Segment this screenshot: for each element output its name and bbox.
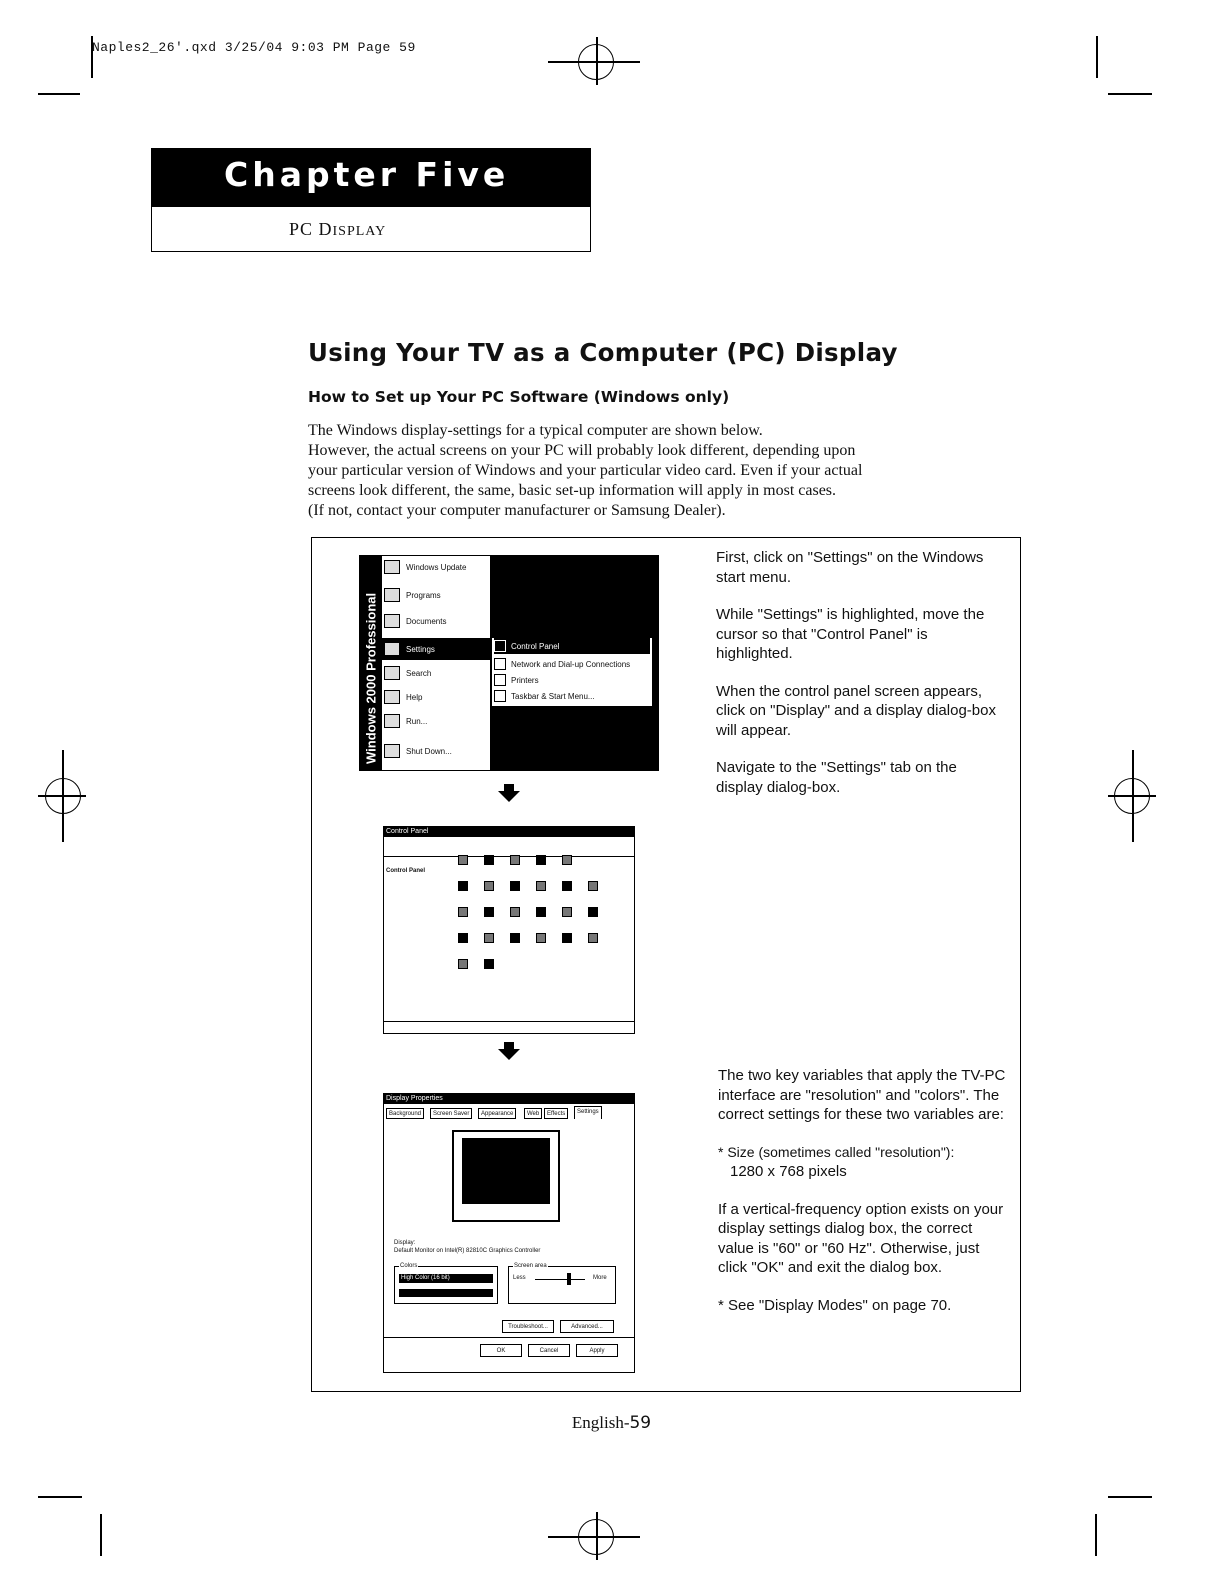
page-number: 59: [629, 1413, 652, 1433]
windows-update-icon: [384, 560, 400, 574]
colors-bar: [399, 1289, 493, 1297]
control-panel-toolbar: [384, 838, 634, 857]
control-panel-applet-icon: [510, 855, 520, 865]
printers-icon: [494, 674, 506, 686]
control-panel-applet-icon: [562, 907, 572, 917]
colors-group: [394, 1263, 498, 1304]
monitor-preview: [452, 1130, 560, 1222]
control-panel-applet-icon: [484, 881, 494, 891]
ok-button: OK: [480, 1344, 522, 1357]
chapter-header: [151, 148, 591, 252]
tab-background: Background: [386, 1108, 424, 1119]
start-item-shut-down: [384, 744, 452, 758]
start-item-label: Documents: [406, 616, 447, 626]
documents-icon: [384, 614, 400, 628]
submenu-item-label: Network and Dial-up Connections: [511, 659, 631, 669]
display-value: Default Monitor on Intel(R) 82810C Graphics Controller: [394, 1248, 541, 1254]
intro-paragraph: [308, 421, 1008, 521]
start-menu: [359, 555, 491, 771]
page-subheading: How to Set up Your PC Software (Windows only): [308, 388, 730, 406]
control-panel-applet-icon: [510, 933, 520, 943]
control-panel-applet-icon: [510, 907, 520, 917]
control-panel-applet-icon: [510, 881, 520, 891]
submenu-item-label: Control Panel: [511, 641, 560, 651]
intro-line: your particular version of Windows and your particular video card. Even if your actual: [308, 462, 863, 479]
instruction-step: Navigate to the "Settings" tab on the display dialog-box.: [716, 759, 957, 796]
submenu-item-taskbar: [494, 688, 650, 704]
start-item-search: [384, 666, 431, 680]
search-icon: [384, 666, 400, 680]
shut-down-icon: [384, 744, 400, 758]
screen-area-slider: [567, 1273, 571, 1285]
taskbar-icon: [494, 690, 506, 702]
control-panel-applet-icon: [484, 933, 494, 943]
intro-line: The Windows display-settings for a typical computer are shown below.: [308, 422, 763, 439]
display-label: Display:: [394, 1240, 416, 1246]
control-panel-applet-icon: [484, 959, 494, 969]
start-item-label: Windows Update: [406, 562, 467, 572]
screen-area-track: [535, 1279, 585, 1280]
registration-mark: [1114, 778, 1150, 814]
instruction-step: First, click on "Settings" on the Windows start menu.: [716, 549, 984, 586]
control-panel-applet-icon: [458, 855, 468, 865]
screen-area-label: Screen area: [514, 1263, 547, 1269]
page-footer: [0, 1413, 1223, 1433]
tab-settings: Settings: [574, 1106, 602, 1119]
submenu-item-label: Printers: [511, 675, 539, 685]
submenu-item-control-panel: [494, 638, 650, 654]
start-item-run: [384, 714, 427, 728]
programs-icon: [384, 588, 400, 602]
size-setting-value: 1280 x 768 pixels: [730, 1163, 847, 1180]
crop-mark: [38, 93, 80, 95]
tab-effects: Effects: [544, 1108, 568, 1119]
chapter-subtitle: [289, 219, 386, 240]
chapter-subtitle-small: ISPLAY: [332, 224, 387, 239]
cancel-button: Cancel: [528, 1344, 570, 1357]
control-panel-applet-icon: [536, 881, 546, 891]
status-bar-divider: [384, 1021, 634, 1022]
instruction-step: * See "Display Modes" on page 70.: [718, 1296, 952, 1314]
control-panel-applet-icon: [536, 933, 546, 943]
settings-submenu: [491, 637, 653, 707]
size-setting-label: * Size (sometimes called "resolution"):: [718, 1143, 955, 1160]
settings-icon: [384, 642, 400, 656]
control-panel-applet-icon: [588, 907, 598, 917]
control-panel-applet-icon: [458, 907, 468, 917]
control-panel-screenshot: [383, 826, 635, 1034]
start-item-label: Run...: [406, 716, 428, 726]
instructions-top: [716, 548, 996, 815]
tab-web: Web: [524, 1108, 542, 1119]
control-panel-applet-icon: [458, 933, 468, 943]
start-item-settings: [382, 638, 490, 660]
control-panel-applet-icon: [458, 881, 468, 891]
instruction-step: While "Settings" is highlighted, move the cursor so that "Control Panel" is highlighted.: [716, 606, 985, 662]
colors-select: High Color (16 bit): [399, 1274, 493, 1283]
chapter-title: Chapter Five: [224, 155, 510, 194]
control-panel-applet-icon: [484, 907, 494, 917]
start-item-label: Help: [406, 692, 423, 702]
slug-line: Naples2_26'.qxd 3/25/04 9:03 PM Page 59: [92, 40, 416, 55]
start-item-label: Settings: [406, 644, 435, 654]
start-item-label: Programs: [406, 590, 441, 600]
chapter-subtitle-first: PC D: [289, 219, 333, 239]
page-heading: Using Your TV as a Computer (PC) Display: [308, 338, 898, 367]
down-arrow-icon: [498, 1049, 520, 1060]
less-label: Less: [513, 1275, 526, 1281]
start-item-label: Shut Down...: [406, 746, 452, 756]
advanced-button: Advanced...: [560, 1320, 614, 1333]
size-setting: [718, 1143, 1008, 1182]
control-panel-icon: [494, 640, 506, 652]
control-panel-applet-icon: [562, 881, 572, 891]
crop-mark: [1095, 1514, 1097, 1556]
control-panel-applet-icon: [588, 881, 598, 891]
intro-line: (If not, contact your computer manufacturer or Samsung Dealer).: [308, 502, 726, 519]
control-panel-titlebar: Control Panel: [384, 827, 634, 837]
screen-area-group: [508, 1263, 616, 1304]
control-panel-label: Control Panel: [386, 868, 426, 874]
start-item-windows-update: [384, 560, 466, 574]
down-arrow-icon: [498, 791, 520, 802]
start-menu-sidebar: Windows 2000 Professional: [360, 556, 382, 770]
crop-mark: [1108, 1496, 1152, 1498]
start-item-label: Search: [406, 668, 432, 678]
control-panel-applet-icon: [536, 855, 546, 865]
monitor-preview-screen: [462, 1138, 550, 1204]
instruction-step: If a vertical-frequency option exists on your display settings dialog box, the correct value is "60" or "60 Hz". Otherwise, just click "OK" and exit the dialog box.: [718, 1200, 1004, 1276]
crop-mark: [1096, 36, 1098, 78]
tab-appearance: Appearance: [478, 1108, 516, 1119]
control-panel-applet-icon: [484, 855, 494, 865]
more-label: More: [593, 1275, 607, 1281]
start-item-help: [384, 690, 422, 704]
crop-mark: [91, 36, 93, 78]
display-properties-screenshot: [383, 1093, 635, 1373]
submenu-item-label: Taskbar & Start Menu...: [511, 691, 595, 701]
run-icon: [384, 714, 400, 728]
button-divider: [384, 1337, 634, 1338]
registration-mark: [45, 778, 81, 814]
instruction-step: The two key variables that apply the TV-PC interface are "resolution" and "colors". The correct settings for these two variables are:: [718, 1067, 1006, 1123]
intro-line: However, the actual screens on your PC will probably look different, depending upon: [308, 442, 856, 459]
intro-line: screens look different, the same, basic set-up information will apply in most cases.: [308, 482, 837, 499]
control-panel-applet-icon: [588, 933, 598, 943]
colors-label: Colors: [400, 1263, 418, 1269]
troubleshoot-button: Troubleshoot...: [502, 1320, 554, 1333]
help-icon: [384, 690, 400, 704]
control-panel-applet-icon: [562, 933, 572, 943]
footer-language: English-: [571, 1413, 630, 1432]
control-panel-applet-icon: [562, 855, 572, 865]
start-menu-screenshot: [359, 555, 659, 771]
instruction-step: When the control panel screen appears, click on "Display" and a display dialog-box will appear.: [716, 682, 996, 739]
registration-mark: [578, 44, 614, 80]
crop-mark: [100, 1514, 102, 1556]
crop-mark: [38, 1496, 82, 1498]
network-icon: [494, 658, 506, 670]
display-properties-titlebar: Display Properties: [384, 1094, 634, 1104]
start-item-documents: [384, 614, 446, 628]
crop-mark: [1108, 93, 1152, 95]
start-item-programs: [384, 588, 441, 602]
registration-mark: [578, 1519, 614, 1555]
instructions-bottom: [718, 1066, 1008, 1333]
control-panel-applet-icon: [458, 959, 468, 969]
control-panel-applet-icon: [536, 907, 546, 917]
tab-screen-saver: Screen Saver: [430, 1108, 472, 1119]
apply-button: Apply: [576, 1344, 618, 1357]
submenu-item-network: [494, 656, 650, 672]
submenu-item-printers: [494, 672, 650, 688]
